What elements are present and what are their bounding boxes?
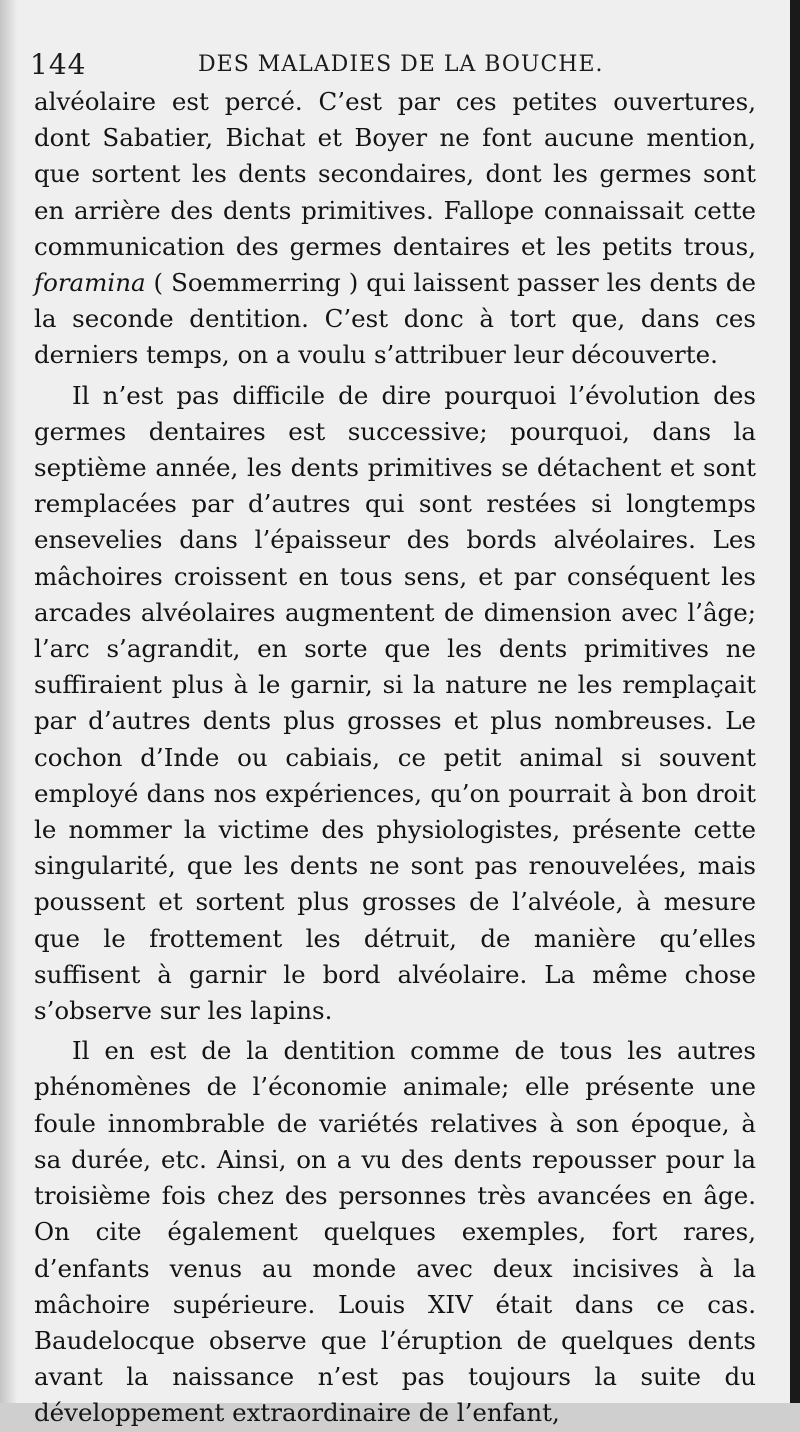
paragraph-1-text-continued: ( Soemmerring ) qui laissent passer les dents de la seconde dentition. C’est donc à tort que, dans ces derniers temps, on a voulu s’attribuer leur découverte. bbox=[34, 268, 756, 370]
paragraph-2: Il n’est pas difficile de dire pourquoi l’évolution des germes dentaires est successive; pourquoi, dans la septième année, les dents primitives se détachent et sont remplacées par d’autres qui sont restées si longtemps ensevelies dans l’épaisseur des bords alvéolaires. Les mâchoires croissent en tous sens, et par conséquent les arcades alvéolaires augmentent de dimension avec l’âge; l’arc s’agrandit, en sorte que les dents primitives ne suffiraient plus à le garnir, si la nature ne les remplaçait par d’autres dents plus grosses et plus nombreuses. Le cochon d’Inde ou cabiais, ce petit animal si souvent employé dans nos expériences, qu’on pourrait à bon droit le nommer la victime des physiologistes, présente cette singularité, que les dents ne sont pas renouvelées, mais poussent et sortent plus grosses de l’alvéole, à mesure que le frottement les détruit, de manière qu’elles suffisent à garnir le bord alvéolaire. La même chose s’observe sur les lapins. bbox=[34, 380, 756, 1026]
paragraph-1-italic-term: foramina bbox=[34, 268, 146, 298]
paragraph-1 bbox=[34, 84, 756, 374]
paragraph-3: Il en est de la dentition comme de tous les autres phénomènes de l’économie animale; elle présente une foule innombrable de variétés relatives à son époque, à sa durée, etc. Ainsi, on a vu des dents repousser pour la troisième fois chez des personnes très avancées en âge. On cite également quelques exemples, fort rares, d’enfants venus au monde avec deux incisives à la mâchoire supérieure. Louis XIV était dans ce cas. Baudelocque observe que l’éruption de quelques dents avant la naissance n’est pas toujours la suite du développement extraordinaire de l’enfant, bbox=[34, 1036, 756, 1428]
page-number: 144 bbox=[30, 48, 87, 81]
paragraph-1-text: alvéolaire est percé. C’est par ces petites ouvertures, dont Sabatier, Bichat et Boyer ne font aucune mention, que sortent les dents secondaires, dont les germes sont en arrière des dents primitives. Fallope connaissait cette communication des germes dentaires et les petits trous, bbox=[34, 87, 756, 261]
running-title: DES MALADIES DE LA BOUCHE. bbox=[198, 52, 604, 77]
page-header bbox=[30, 48, 760, 82]
page-gutter-shadow bbox=[0, 0, 18, 1403]
body-text bbox=[34, 84, 756, 1432]
